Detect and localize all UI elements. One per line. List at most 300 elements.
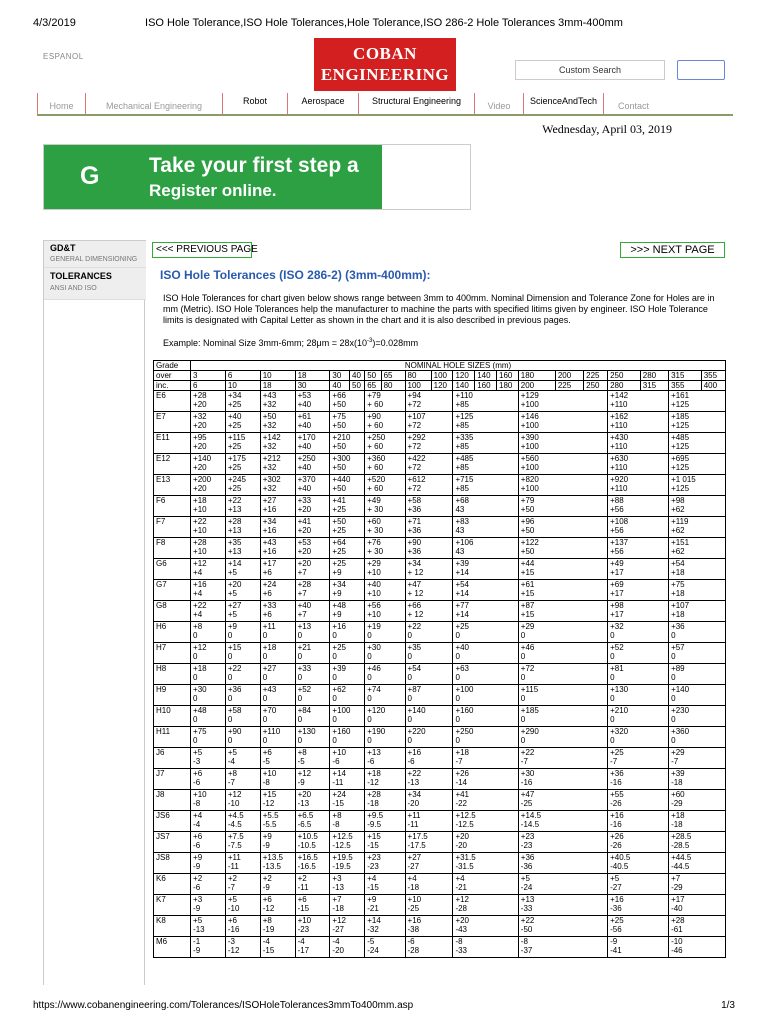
inc-cell: 280 <box>608 381 641 391</box>
upper-deviation: +56 <box>367 601 381 610</box>
tolerance-cell <box>669 559 726 580</box>
inc-cell: 200 <box>518 381 555 391</box>
tolerance-cell <box>295 664 330 685</box>
lower-deviation: +20 <box>297 526 312 535</box>
upper-deviation: +520 <box>367 475 386 484</box>
inc-cell: 30 <box>295 381 330 391</box>
tolerance-cell <box>453 475 518 496</box>
lower-deviation: +4 <box>193 568 203 577</box>
tolerance-cell <box>191 895 226 916</box>
upper-deviation: +39 <box>332 664 346 673</box>
tolerance-cell <box>405 391 453 412</box>
upper-deviation: +81 <box>610 664 624 673</box>
over-cell: 30 <box>330 371 350 381</box>
tolerance-cell <box>295 391 330 412</box>
upper-deviation: +36 <box>610 769 624 778</box>
tolerance-cell <box>365 433 405 454</box>
grade-cell: H7 <box>154 643 191 664</box>
tolerance-cell <box>225 580 260 601</box>
upper-deviation: +20 <box>455 832 470 841</box>
tolerance-cell <box>608 496 669 517</box>
tolerance-cell <box>669 433 726 454</box>
upper-deviation: +360 <box>367 454 386 463</box>
lower-deviation: 0 <box>455 631 460 640</box>
lower-deviation: +85 <box>455 400 470 409</box>
lower-deviation: +7 <box>297 589 307 598</box>
search-button[interactable] <box>677 60 725 80</box>
lower-deviation: +40 <box>297 463 312 472</box>
upper-deviation: +33 <box>297 496 312 505</box>
lower-deviation: +18 <box>671 568 685 577</box>
tolerance-cell <box>330 727 365 748</box>
next-page-button[interactable]: >>> NEXT PAGE <box>620 242 725 258</box>
tolerance-cell <box>295 685 330 706</box>
upper-deviation: +130 <box>610 685 629 694</box>
inc-cell: 400 <box>701 381 725 391</box>
table-row <box>154 790 726 811</box>
lower-deviation: 0 <box>297 652 303 661</box>
upper-deviation: +28 <box>193 391 207 400</box>
upper-deviation: +7 <box>671 874 681 883</box>
example-suffix: )=0.028mm <box>372 338 419 348</box>
tolerance-cell <box>453 832 518 853</box>
upper-deviation: -6 <box>407 937 415 946</box>
lower-deviation: 0 <box>332 736 337 745</box>
tolerance-cell <box>365 643 405 664</box>
upper-deviation: +40 <box>297 601 312 610</box>
tolerance-cell <box>453 664 518 685</box>
tolerance-cell <box>225 874 260 895</box>
nav-item-robot[interactable]: Robot <box>222 93 287 114</box>
lower-deviation: -15 <box>332 799 344 808</box>
tolerance-cell <box>295 496 330 517</box>
logo-line1: COBAN <box>353 44 417 63</box>
lower-deviation: -7 <box>520 757 528 766</box>
tolerance-cell <box>225 433 260 454</box>
lower-deviation: -5.5 <box>262 820 277 829</box>
lower-deviation: -6 <box>407 757 415 766</box>
lower-deviation: +36 <box>407 547 422 556</box>
lower-deviation: -13.5 <box>262 862 281 871</box>
lower-deviation: -6 <box>332 757 340 766</box>
lower-deviation: -25 <box>520 799 533 808</box>
over-cell: 200 <box>555 371 583 381</box>
upper-deviation: +5 <box>193 916 203 925</box>
grade-cell: H9 <box>154 685 191 706</box>
tolerance-cell <box>405 874 453 895</box>
sidebar-item-gdt[interactable] <box>44 240 146 268</box>
upper-deviation: +2 <box>262 874 272 883</box>
lower-deviation: +40 <box>297 442 312 451</box>
lower-deviation: +110 <box>610 421 628 430</box>
upper-deviation: +44 <box>520 559 535 568</box>
tolerance-cell <box>405 496 453 517</box>
grade-cell: G7 <box>154 580 191 601</box>
lower-deviation: -31.5 <box>455 862 474 871</box>
example-prefix: Example: Nominal Size 3mm-6mm; 28μm = 28x(10 <box>163 338 368 348</box>
lower-deviation: -26 <box>610 799 622 808</box>
tolerance-cell <box>365 580 405 601</box>
upper-deviation: -8 <box>455 937 463 946</box>
upper-deviation: +10 <box>193 790 207 799</box>
tolerance-cell <box>453 622 518 643</box>
language-link[interactable]: ESPANOL <box>43 52 84 61</box>
upper-deviation: +9 <box>367 895 377 904</box>
tolerance-cell <box>330 391 365 412</box>
upper-deviation: +30 <box>367 643 381 652</box>
lower-deviation: +25 <box>332 526 346 535</box>
tolerance-cell <box>608 559 669 580</box>
upper-deviation: +36 <box>671 622 685 631</box>
previous-page-button[interactable]: <<< PREVIOUS PAGE <box>152 242 252 258</box>
lower-deviation: +72 <box>407 421 422 430</box>
upper-deviation: +10 <box>262 769 277 778</box>
upper-deviation: +22 <box>520 748 535 757</box>
lower-deviation: -40 <box>671 904 683 913</box>
tolerance-cell <box>191 685 226 706</box>
upper-deviation: +106 <box>455 538 474 547</box>
lower-deviation: +6 <box>262 610 272 619</box>
upper-deviation: +54 <box>455 580 470 589</box>
lower-deviation: -50 <box>520 925 533 934</box>
tolerance-cell <box>330 454 365 475</box>
lower-deviation: +50 <box>332 484 346 493</box>
grade-cell: H6 <box>154 622 191 643</box>
lower-deviation: +125 <box>671 421 690 430</box>
lower-deviation: +15 <box>520 610 535 619</box>
upper-deviation: +17 <box>671 895 685 904</box>
lower-deviation: +50 <box>332 463 346 472</box>
over-label: over <box>154 371 191 381</box>
tolerance-cell <box>295 811 330 832</box>
tolerance-cell <box>225 916 260 937</box>
lower-deviation: +5 <box>227 568 237 577</box>
tolerance-cell <box>365 727 405 748</box>
tolerance-cell <box>518 391 607 412</box>
lower-deviation: +32 <box>262 463 277 472</box>
upper-deviation: -9 <box>610 937 618 946</box>
upper-deviation: +13.5 <box>262 853 283 862</box>
upper-deviation: +200 <box>193 475 212 484</box>
over-cell: 3 <box>191 371 226 381</box>
lower-deviation: +20 <box>193 421 207 430</box>
lower-deviation: +100 <box>520 442 539 451</box>
upper-deviation: +7 <box>332 895 342 904</box>
tolerance-cell <box>608 475 669 496</box>
upper-deviation: +61 <box>297 412 312 421</box>
tolerance-cell <box>260 496 295 517</box>
tolerance-cell <box>330 412 365 433</box>
lower-deviation: 0 <box>520 631 526 640</box>
upper-deviation: +9 <box>193 853 203 862</box>
nav-item-home[interactable]: Home <box>37 93 85 114</box>
tolerance-cell <box>330 496 365 517</box>
upper-deviation: +370 <box>297 475 316 484</box>
lower-deviation: 43 <box>455 526 465 535</box>
nav-item-scienceandtech[interactable]: ScienceAndTech <box>523 93 603 114</box>
tolerance-cell <box>518 475 607 496</box>
lower-deviation: 0 <box>671 673 676 682</box>
lower-deviation: +50 <box>520 547 535 556</box>
tolerance-cell <box>669 391 726 412</box>
lower-deviation: -7 <box>610 757 618 766</box>
tolerance-cell <box>518 874 607 895</box>
tolerance-cell <box>608 937 669 958</box>
tolerance-cell <box>518 916 607 937</box>
lower-deviation: 0 <box>520 694 526 703</box>
upper-deviation: +49 <box>610 559 624 568</box>
search-input[interactable]: Custom Search <box>515 60 665 80</box>
lower-deviation: +40 <box>297 400 312 409</box>
upper-deviation: +28 <box>193 538 207 547</box>
tolerance-cell <box>330 433 365 454</box>
tolerance-cell <box>225 643 260 664</box>
upper-deviation: +485 <box>671 433 690 442</box>
lower-deviation: -28 <box>455 904 467 913</box>
lower-deviation: +85 <box>455 442 470 451</box>
upper-deviation: +14 <box>227 559 242 568</box>
upper-deviation: +230 <box>671 706 690 715</box>
tolerance-cell <box>225 937 260 958</box>
upper-deviation: +162 <box>610 412 629 421</box>
upper-deviation: +27 <box>262 496 277 505</box>
upper-deviation: +40.5 <box>610 853 631 862</box>
upper-deviation: +94 <box>407 391 422 400</box>
tolerance-cell <box>191 433 226 454</box>
nav-item-structural-engineering[interactable]: Structural Engineering <box>358 93 474 114</box>
tolerance-cell <box>365 601 405 622</box>
inc-cell: 50 <box>350 381 365 391</box>
tolerance-cell <box>365 895 405 916</box>
upper-deviation: +29 <box>367 559 381 568</box>
lower-deviation: +20 <box>193 442 207 451</box>
tolerance-cell <box>295 916 330 937</box>
lower-deviation: -56 <box>610 925 622 934</box>
tolerance-cell <box>330 874 365 895</box>
lower-deviation: -3 <box>193 757 201 766</box>
lower-deviation: -15 <box>297 904 310 913</box>
lower-deviation: +14 <box>455 589 470 598</box>
lower-deviation: 0 <box>455 715 460 724</box>
upper-deviation: +5 <box>227 748 237 757</box>
lower-deviation: +14 <box>455 610 470 619</box>
grade-cell: F8 <box>154 538 191 559</box>
lower-deviation: 0 <box>407 694 412 703</box>
upper-deviation: +5 <box>520 874 530 883</box>
upper-deviation: +48 <box>193 706 207 715</box>
tolerance-cell <box>191 538 226 559</box>
upper-deviation: +54 <box>671 559 685 568</box>
upper-deviation: +24 <box>262 580 277 589</box>
main-nav <box>37 93 733 116</box>
upper-deviation: +43 <box>262 391 277 400</box>
tolerance-cell <box>191 832 226 853</box>
lower-deviation: 0 <box>671 652 676 661</box>
upper-deviation: +15 <box>227 643 242 652</box>
nav-item-contact[interactable]: Contact <box>603 93 663 114</box>
lower-deviation: 0 <box>227 715 233 724</box>
sidebar-item-tolerances[interactable] <box>44 268 146 300</box>
upper-deviation: +5.5 <box>262 811 279 820</box>
lower-deviation: 0 <box>671 694 676 703</box>
tolerance-cell <box>405 475 453 496</box>
tolerance-cell <box>191 643 226 664</box>
grade-cell: F6 <box>154 496 191 517</box>
nav-item-aerospace[interactable]: Aerospace <box>287 93 358 114</box>
upper-deviation: +5 <box>227 895 237 904</box>
google-icon: G <box>80 162 100 190</box>
lower-deviation: +32 <box>262 442 277 451</box>
lower-deviation: +110 <box>610 463 628 472</box>
lower-deviation: -16 <box>227 925 240 934</box>
upper-deviation: +29 <box>671 748 685 757</box>
tolerance-cell <box>330 538 365 559</box>
grade-cell: K7 <box>154 895 191 916</box>
over-cell: 40 <box>350 371 365 381</box>
tolerance-cell <box>225 454 260 475</box>
lower-deviation: -38 <box>407 925 420 934</box>
tolerance-cell <box>669 748 726 769</box>
upper-deviation: +920 <box>610 475 629 484</box>
upper-deviation: +125 <box>455 412 474 421</box>
lower-deviation: 0 <box>297 631 303 640</box>
lower-deviation: -13 <box>297 799 310 808</box>
upper-deviation: +28 <box>367 790 381 799</box>
lower-deviation: + 60 <box>367 442 384 451</box>
tolerance-cell <box>365 811 405 832</box>
grade-cell: E7 <box>154 412 191 433</box>
upper-deviation: +140 <box>407 706 426 715</box>
lower-deviation: -6.5 <box>297 820 312 829</box>
upper-deviation: -3 <box>227 937 235 946</box>
upper-deviation: +30 <box>520 769 535 778</box>
tolerance-cell <box>669 853 726 874</box>
upper-deviation: +8 <box>262 916 272 925</box>
inc-cell: 120 <box>431 381 453 391</box>
tolerance-cell <box>669 916 726 937</box>
tolerance-cell <box>405 622 453 643</box>
upper-deviation: +14.5 <box>520 811 542 820</box>
tolerance-cell <box>365 538 405 559</box>
lower-deviation: -9 <box>193 862 201 871</box>
tolerance-cell <box>295 412 330 433</box>
upper-deviation: +630 <box>610 454 629 463</box>
over-cell: 250 <box>608 371 641 381</box>
lower-deviation: -11 <box>407 820 419 829</box>
upper-deviation: +4.5 <box>227 811 244 820</box>
lower-deviation: -12 <box>227 946 240 955</box>
grade-cell: H11 <box>154 727 191 748</box>
upper-deviation: +12 <box>193 643 207 652</box>
grade-cell: H10 <box>154 706 191 727</box>
lower-deviation: 0 <box>367 694 372 703</box>
tolerance-cell <box>260 937 295 958</box>
table-row <box>154 706 726 727</box>
upper-deviation: +95 <box>193 433 207 442</box>
lower-deviation: 0 <box>455 652 460 661</box>
lower-deviation: +36 <box>407 505 422 514</box>
nav-item-video[interactable]: Video <box>474 93 523 114</box>
lower-deviation: +6 <box>262 589 272 598</box>
tolerance-cell <box>260 706 295 727</box>
lower-deviation: -11 <box>297 883 309 892</box>
upper-deviation: +185 <box>520 706 539 715</box>
tolerance-cell <box>518 496 607 517</box>
upper-deviation: +28 <box>297 580 312 589</box>
tolerance-cell <box>225 895 260 916</box>
tolerance-cell <box>669 580 726 601</box>
ad-banner[interactable] <box>43 144 471 210</box>
lower-deviation: +25 <box>332 505 346 514</box>
upper-deviation: +28 <box>671 916 685 925</box>
table-row <box>154 664 726 685</box>
nav-item-mechanical-engineering[interactable]: Mechanical Engineering <box>85 93 222 114</box>
lower-deviation: -9 <box>262 883 270 892</box>
lower-deviation: -13 <box>332 883 344 892</box>
over-cell: 100 <box>431 371 453 381</box>
lower-deviation: 0 <box>332 673 337 682</box>
tolerance-cell <box>518 601 607 622</box>
upper-deviation: +47 <box>407 580 422 589</box>
tolerance-cell <box>405 601 453 622</box>
tolerance-cell <box>260 874 295 895</box>
upper-deviation: +5 <box>610 874 620 883</box>
upper-deviation: +46 <box>367 664 381 673</box>
lower-deviation: 0 <box>520 715 526 724</box>
upper-deviation: +26 <box>610 832 624 841</box>
upper-deviation: +35 <box>227 538 242 547</box>
lower-deviation: -24 <box>367 946 379 955</box>
upper-deviation: +25 <box>610 916 624 925</box>
over-cell: 65 <box>381 371 405 381</box>
lower-deviation: + 30 <box>367 547 384 556</box>
tolerance-cell <box>453 391 518 412</box>
tolerance-cell <box>518 832 607 853</box>
lower-deviation: 0 <box>332 652 337 661</box>
lower-deviation: 0 <box>193 673 198 682</box>
lower-deviation: +16 <box>262 505 277 514</box>
tolerance-cell <box>225 538 260 559</box>
lower-deviation: 0 <box>407 673 412 682</box>
lower-deviation: 0 <box>367 673 372 682</box>
lower-deviation: +13 <box>227 526 242 535</box>
lower-deviation: + 60 <box>367 484 384 493</box>
inc-cell: 40 <box>330 381 350 391</box>
table-row <box>154 727 726 748</box>
tolerance-cell <box>518 811 607 832</box>
tolerance-table <box>153 360 726 958</box>
site-logo[interactable] <box>314 38 456 91</box>
tolerance-cell <box>330 601 365 622</box>
tolerance-cell <box>260 853 295 874</box>
upper-deviation: +302 <box>262 475 281 484</box>
example-line <box>163 338 418 348</box>
tolerance-cell <box>453 895 518 916</box>
lower-deviation: 0 <box>610 736 615 745</box>
tolerance-cell <box>405 811 453 832</box>
lower-deviation: 0 <box>332 694 337 703</box>
lower-deviation: 0 <box>297 715 303 724</box>
upper-deviation: +64 <box>332 538 346 547</box>
lower-deviation: +9 <box>332 568 342 577</box>
lower-deviation: 0 <box>407 715 412 724</box>
tolerance-cell <box>453 769 518 790</box>
tolerance-cell <box>518 643 607 664</box>
upper-deviation: +122 <box>520 538 539 547</box>
tolerance-cell <box>453 727 518 748</box>
upper-deviation: +36 <box>520 853 535 862</box>
tolerance-cell <box>260 790 295 811</box>
